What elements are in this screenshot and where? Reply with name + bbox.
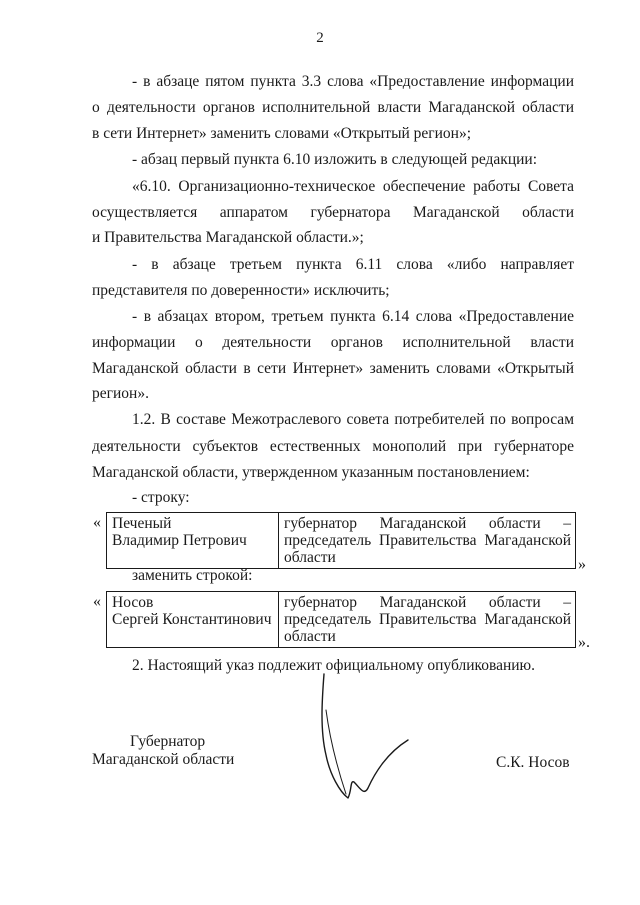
member-surname: Печеный	[112, 515, 172, 532]
text-line: 2. Настоящий указ подлежит официальному опубликованию.	[132, 657, 536, 674]
text-line: и Правительства Магаданской области.»;	[92, 229, 364, 246]
page-number: 2	[316, 30, 324, 46]
member-surname: Носов	[112, 594, 154, 611]
member-name-cell	[107, 592, 279, 648]
text-line: о деятельности органов исполнительной власти Магаданской области	[92, 99, 574, 116]
text-line: деятельности субъектов естественных монополий при губернаторе	[92, 438, 574, 455]
text-line: заменить строкой:	[132, 567, 253, 584]
handwritten-signature	[300, 670, 420, 810]
signer-name: С.К. Носов	[496, 754, 570, 771]
text-line: осуществляется аппаратом губернатора Магаданской области	[92, 204, 574, 221]
text-line: 1.2. В составе Межотраслевого совета потребителей по вопросам	[132, 411, 574, 428]
open-quote: «	[93, 593, 101, 610]
text-line: - абзац первый пункта 6.10 изложить в следующей редакции:	[132, 151, 538, 168]
member-row-new	[106, 591, 576, 648]
signer-title-line2: Магаданской области	[92, 751, 235, 768]
signer-title-line1: Губернатор	[130, 733, 206, 750]
member-position-cell: губернатор Магаданской области – председатель Правительства Магаданской области	[279, 592, 576, 648]
member-row-old	[106, 512, 576, 569]
member-name-cell	[107, 513, 279, 569]
text-line: - в абзацах втором, третьем пункта 6.14 слова «Предоставление	[132, 308, 574, 325]
text-line: Магаданской области в сети Интернет» заменить словами «Открытый	[92, 360, 574, 377]
member-given-names: Владимир Петрович	[112, 532, 247, 549]
member-given-names: Сергей Константинович	[112, 611, 272, 628]
text-line: - строку:	[132, 489, 190, 506]
text-line: в сети Интернет» заменить словами «Открытый регион»;	[92, 125, 472, 142]
close-quote: »	[578, 556, 586, 573]
text-line: представителя по доверенности» исключить;	[92, 282, 390, 299]
text-line: Магаданской области, утвержденном указанным постановлением:	[92, 464, 530, 481]
text-line: - в абзаце третьем пункта 6.11 слова «либо направляет	[132, 256, 574, 273]
member-position-cell: губернатор Магаданской области – председатель Правительства Магаданской области	[279, 513, 576, 569]
open-quote: «	[93, 514, 101, 531]
text-line: регион».	[92, 385, 149, 402]
close-quote: ».	[578, 634, 590, 651]
text-line: - в абзаце пятом пункта 3.3 слова «Предоставление информации	[132, 73, 574, 90]
text-line: информации о деятельности органов исполнительной власти	[92, 334, 574, 351]
text-line: «6.10. Организационно-техническое обеспечение работы Совета	[132, 178, 574, 195]
